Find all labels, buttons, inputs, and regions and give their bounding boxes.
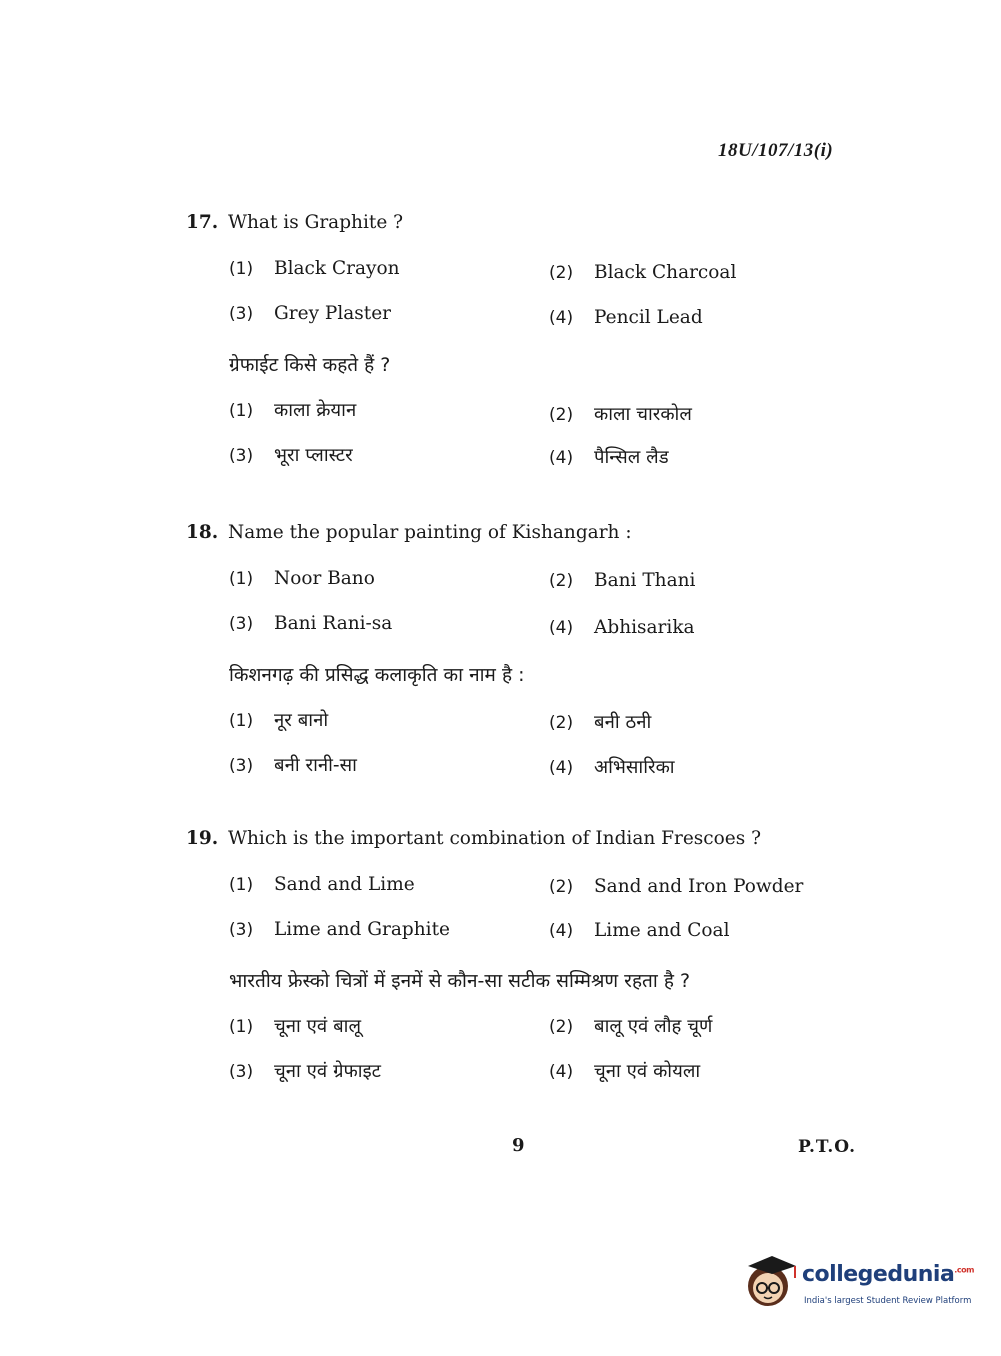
option-row (229, 254, 836, 299)
question-number: 17. (186, 212, 219, 233)
option-number: (3) (229, 756, 254, 776)
option-number: (4) (549, 618, 574, 638)
question-text-hindi: किशनगढ़ की प्रसिद्ध कलाकृति का नाम है : (229, 664, 525, 686)
option-row (229, 751, 836, 796)
option-row (229, 396, 836, 441)
option-number: (2) (549, 571, 574, 591)
brand-text: collegedunia (802, 1262, 955, 1287)
page-number: 9 (512, 1135, 525, 1156)
watermark-tagline: India's largest Student Review Platform (804, 1296, 972, 1306)
option-3-hindi (229, 751, 357, 781)
question-18 (186, 518, 836, 796)
option-number: (2) (549, 713, 574, 733)
option-1 (229, 254, 400, 284)
option-text: बनी ठनी (594, 712, 652, 733)
question-number: 18. (186, 522, 219, 543)
option-1 (229, 870, 415, 900)
option-number: (4) (549, 448, 574, 468)
option-number: (1) (229, 711, 254, 731)
question-text (186, 208, 836, 238)
option-4-hindi (549, 443, 669, 473)
option-number: (1) (229, 401, 254, 421)
option-text: Pencil Lead (594, 307, 703, 328)
option-row (229, 1057, 836, 1102)
option-text: बालू एवं लौह चूर्ण (594, 1016, 713, 1037)
option-3 (229, 609, 392, 639)
option-row (229, 915, 836, 960)
option-text: चूना एवं बालू (274, 1016, 361, 1037)
option-4-hindi (549, 753, 675, 783)
option-row (229, 441, 836, 486)
student-mascot-icon (742, 1252, 800, 1310)
option-number: (1) (229, 1017, 254, 1037)
option-text: चूना एवं कोयला (594, 1061, 701, 1082)
option-text: Grey Plaster (274, 303, 392, 324)
option-3 (229, 299, 391, 329)
option-text: पैन्सिल लैड (594, 447, 669, 468)
option-text: काला चारकोल (594, 404, 692, 425)
options-hindi (229, 706, 836, 796)
option-number: (3) (229, 446, 254, 466)
option-number: (2) (549, 263, 574, 283)
option-text: काला क्रेयान (274, 400, 357, 421)
option-4 (549, 916, 729, 946)
option-number: (4) (549, 921, 574, 941)
question-label: What is Graphite ? (228, 212, 404, 233)
option-text: Bani Rani-sa (274, 613, 393, 634)
question-19 (186, 824, 836, 1102)
option-row (229, 299, 836, 344)
option-2-hindi (549, 1012, 712, 1042)
option-number: (4) (549, 1062, 574, 1082)
option-number: (4) (549, 308, 574, 328)
options-english (229, 254, 836, 344)
option-2 (549, 872, 803, 902)
option-text: Sand and Iron Powder (594, 876, 804, 897)
option-text: अभिसारिका (594, 757, 675, 778)
option-1-hindi (229, 396, 356, 426)
question-17 (186, 208, 836, 486)
brand-suffix: .com (954, 1265, 974, 1275)
collegedunia-watermark (742, 1248, 972, 1318)
option-text: Lime and Coal (594, 920, 730, 941)
question-label: Name the popular painting of Kishangarh : (228, 522, 632, 543)
option-row (229, 1012, 836, 1057)
option-3-hindi (229, 441, 353, 471)
option-number: (1) (229, 569, 254, 589)
option-number: (3) (229, 1062, 254, 1082)
options-hindi (229, 1012, 836, 1102)
option-2 (549, 566, 695, 596)
option-4-hindi (549, 1057, 700, 1087)
option-number: (2) (549, 405, 574, 425)
option-4 (549, 303, 703, 333)
option-number: (3) (229, 614, 254, 634)
option-text: भूरा प्लास्टर (274, 445, 353, 466)
option-row (229, 870, 836, 915)
paper-code: 18U/107/13(i) (718, 140, 834, 161)
option-text: नूर बानो (274, 710, 329, 731)
option-2-hindi (549, 400, 692, 430)
option-text: Abhisarika (594, 617, 695, 638)
option-4 (549, 613, 695, 643)
question-text-hindi: भारतीय फ्रेस्को चित्रों में इनमें से कौन-सा सटीक सम्मिश्रण रहता है ? (229, 970, 691, 992)
option-text: Bani Thani (594, 570, 696, 591)
option-3-hindi (229, 1057, 381, 1087)
option-1-hindi (229, 1012, 361, 1042)
option-2-hindi (549, 708, 651, 738)
option-1-hindi (229, 706, 328, 736)
question-text (186, 824, 836, 854)
question-text-hindi: ग्रेफाईट किसे कहते हैं ? (229, 354, 391, 376)
option-number: (2) (549, 1017, 574, 1037)
option-text: Black Crayon (274, 258, 400, 279)
question-number: 19. (186, 828, 219, 849)
question-label: Which is the important combination of Indian Frescoes ? (228, 828, 762, 849)
option-text: Sand and Lime (274, 874, 415, 895)
option-text: Lime and Graphite (274, 919, 450, 940)
option-text: चूना एवं ग्रेफाइट (274, 1061, 381, 1082)
question-text (186, 518, 836, 548)
option-number: (3) (229, 304, 254, 324)
option-number: (1) (229, 875, 254, 895)
option-3 (229, 915, 450, 945)
options-hindi (229, 396, 836, 486)
option-text: Black Charcoal (594, 262, 737, 283)
option-text: Noor Bano (274, 568, 375, 589)
pto-label: P.T.O. (798, 1137, 856, 1157)
option-2 (549, 258, 736, 288)
option-number: (1) (229, 259, 254, 279)
option-row (229, 564, 836, 609)
option-row (229, 609, 836, 654)
options-english (229, 870, 836, 960)
watermark-brand (802, 1262, 974, 1287)
options-english (229, 564, 836, 654)
option-1 (229, 564, 375, 594)
option-text: बनी रानी-सा (274, 755, 357, 776)
option-number: (2) (549, 877, 574, 897)
option-number: (4) (549, 758, 574, 778)
option-number: (3) (229, 920, 254, 940)
option-row (229, 706, 836, 751)
